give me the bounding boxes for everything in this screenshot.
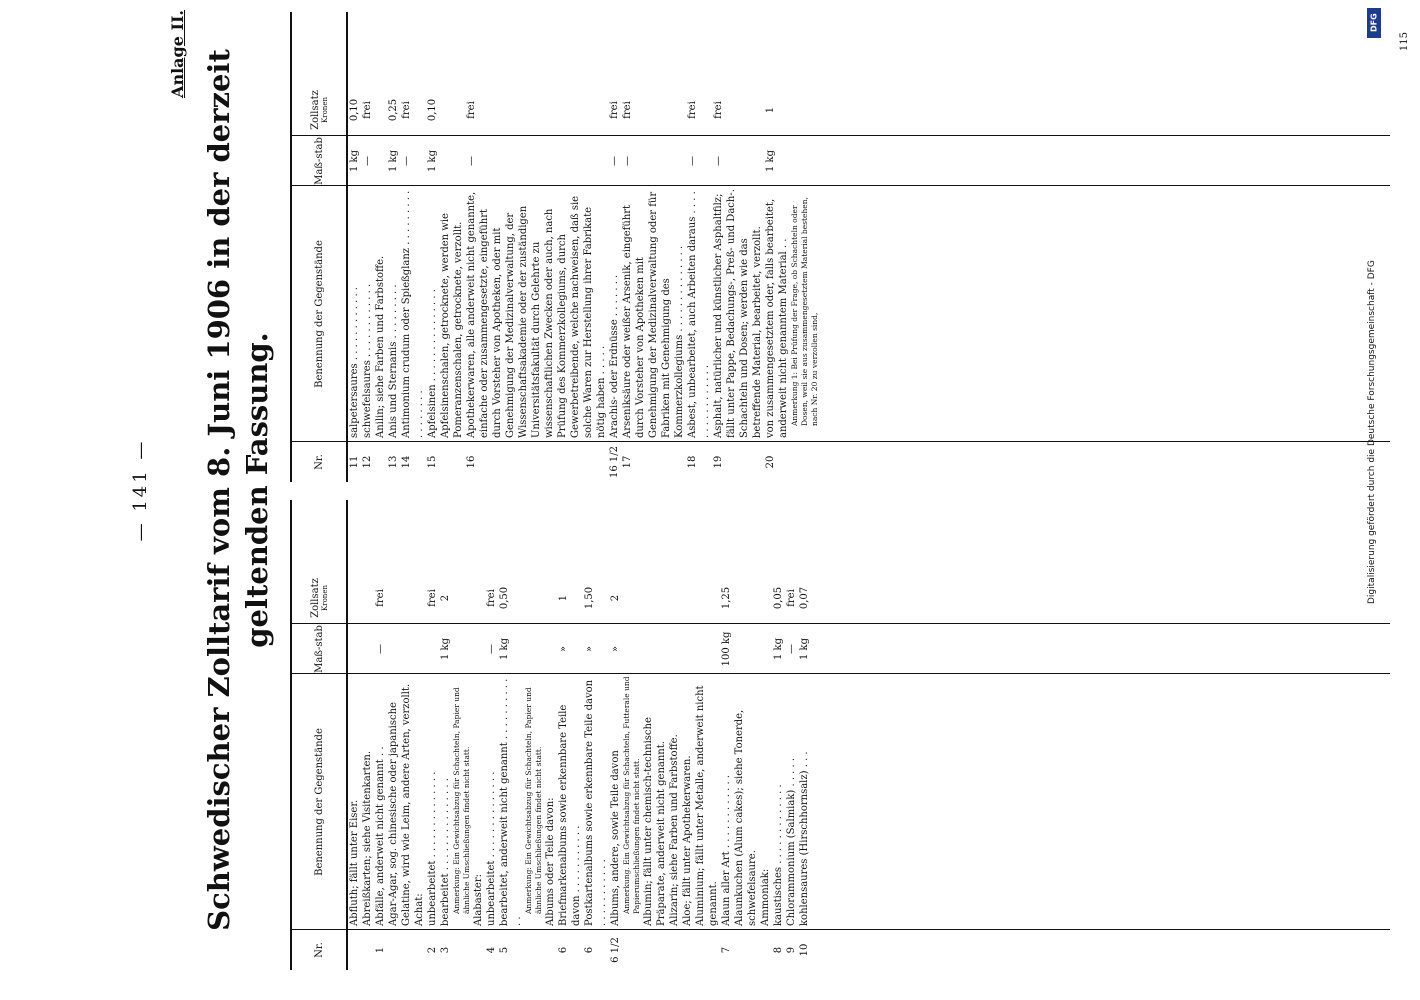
table-row <box>361 12 374 482</box>
table-row <box>798 500 811 970</box>
row-description <box>712 186 738 442</box>
row-number: 2 <box>427 946 438 954</box>
row-number <box>668 930 681 970</box>
row-description <box>764 186 820 442</box>
row-description <box>374 186 387 442</box>
header-massstab: Maß-stab <box>292 135 346 186</box>
header-zollsatz <box>292 84 346 136</box>
row-zollsatz: 0,50 <box>499 586 510 610</box>
header-nr: Nr. <box>292 929 346 970</box>
table-header <box>290 500 348 970</box>
row-description <box>720 674 733 930</box>
row-massstab: » <box>610 645 621 653</box>
row-number: 16 <box>466 455 477 469</box>
row-description-text: Postkartenalbums sowie erkennbare Teile davon . . . . . . . . . . . <box>584 679 608 926</box>
row-description <box>785 674 798 930</box>
table-row <box>642 500 668 970</box>
table-row <box>374 500 387 970</box>
row-massstab <box>426 624 439 674</box>
header-nr: Nr. <box>292 441 346 482</box>
row-number <box>387 930 413 970</box>
table-header <box>290 12 348 482</box>
row-number: 15 <box>427 455 438 469</box>
row-number <box>439 442 465 482</box>
row-description <box>439 186 465 442</box>
row-zollsatz <box>387 572 413 624</box>
row-note: Anmerkung: Ein Gewichtsabzug für Schachteln, Papier und ähnliche Umschließungen findet nicht statt. <box>452 687 471 914</box>
header-zollsatz-label: Zollsatz <box>309 578 321 618</box>
row-massstab: 1 kg <box>349 150 360 173</box>
row-description-text: Briefmarkenalbums sowie erkennbare Teile davon . . . . . . . . . . . <box>558 704 582 926</box>
row-zollsatz: 0,07 <box>799 586 810 610</box>
table-row <box>387 12 400 482</box>
row-number <box>374 442 387 482</box>
row-description-text: Antimonium crudum oder Spießglanz . . . . . . . . . . . . . . . . . <box>401 190 425 438</box>
row-description <box>609 674 642 930</box>
row-description <box>759 674 772 930</box>
row-zollsatz <box>681 572 694 624</box>
table-row <box>720 500 733 970</box>
row-description <box>400 186 426 442</box>
table-body-right <box>348 12 820 482</box>
table-row <box>361 500 374 970</box>
row-zollsatz: 0,05 <box>773 586 784 610</box>
row-zollsatz <box>361 572 374 624</box>
row-massstab <box>439 136 465 186</box>
row-description <box>694 674 720 930</box>
credit-text: Digitalisierung gefördert durch die Deutsche Forschungsgemeinschaft - DFG <box>1367 260 1377 604</box>
table-row <box>764 12 820 482</box>
row-massstab: » <box>584 645 595 653</box>
row-massstab: 100 kg <box>721 631 732 667</box>
row-number: 9 <box>786 946 797 954</box>
row-description-text: Abreißkarten; siehe Visitenkarten. <box>362 750 373 926</box>
row-massstab: » <box>558 645 569 653</box>
header-zollsatz-label: Zollsatz <box>309 90 321 130</box>
row-number: 16 1/2 <box>609 446 620 478</box>
row-description <box>498 674 544 930</box>
row-zollsatz <box>544 572 557 624</box>
row-number: 1 <box>375 946 386 954</box>
row-description <box>583 674 609 930</box>
table-row <box>400 12 426 482</box>
tariff-table-right <box>290 12 1410 482</box>
row-description-text: Albums, andere, sowie Teile davon <box>610 750 621 926</box>
row-description <box>426 186 439 442</box>
row-massstab: 1 kg <box>499 638 510 661</box>
row-zollsatz <box>439 84 465 136</box>
row-description <box>348 186 361 442</box>
row-description-text: Albumin; fällt unter chemisch-technische Präparate, anderweit nicht genannt. <box>643 717 667 926</box>
row-zollsatz <box>733 572 759 624</box>
row-description <box>686 186 712 442</box>
row-number: 17 <box>622 455 633 469</box>
title-line-2: geltenden Fassung. <box>240 332 274 648</box>
header-massstab: Maß-stab <box>292 623 346 674</box>
row-description <box>668 674 681 930</box>
table-row <box>498 500 544 970</box>
row-massstab: 1 kg <box>799 638 810 661</box>
row-number: 3 <box>440 946 451 954</box>
row-description-text: Anis und Sternanis . . . . . . . . . <box>388 284 399 438</box>
row-zollsatz: frei <box>375 589 386 607</box>
row-massstab <box>668 624 681 674</box>
row-number: 20 <box>765 455 776 469</box>
row-description-text: Albums oder Teile davon: <box>545 797 556 926</box>
table-row <box>472 500 485 970</box>
footer-number: 115 <box>1399 32 1410 52</box>
table-row <box>583 500 609 970</box>
row-massstab <box>642 624 668 674</box>
row-description <box>733 674 759 930</box>
header-benennung: Benennung der Gegenstände <box>292 673 346 930</box>
row-description-text: Apothekerwaren, alle anderweit nicht genannte, einfache oder zusammengesetzte, eingeführt durch Vorsteher von Apotheken, oder mit Genehmigung der Medizinalverwaltung, der Wissenschaftsakademie oder der zuständigen Universitätsfakultät durch Gelehrte zu wissenschaftlichen Zwecken oder auch, nach Prüfung des Kommerzkollegiums, durch Gewerbetreibende, welche nachweisen, daß sie solche Waren zur Herstellung ihrer Fabrikate nötig haben . . . . . <box>466 191 607 438</box>
row-zollsatz <box>642 572 668 624</box>
row-description <box>681 674 694 930</box>
table-row <box>557 500 583 970</box>
row-massstab <box>472 624 485 674</box>
row-number <box>361 930 374 970</box>
row-description <box>621 186 686 442</box>
row-description-text: Alaun aller Art . . . . . . . . . . . . <box>721 775 732 926</box>
header-zollsatz-unit: Kronen <box>320 585 329 611</box>
row-zollsatz: frei <box>401 101 412 119</box>
page-number: — 141 — <box>130 438 151 542</box>
row-massstab <box>738 136 764 186</box>
dfg-logo: DFG <box>1367 8 1381 38</box>
row-massstab <box>694 624 720 674</box>
row-number <box>738 442 764 482</box>
row-number <box>413 930 426 970</box>
table-row <box>426 12 439 482</box>
table-row <box>374 12 387 482</box>
row-description <box>485 674 498 930</box>
row-massstab <box>348 624 361 674</box>
row-number <box>681 930 694 970</box>
row-description <box>387 674 413 930</box>
row-massstab: 1 kg <box>388 150 399 173</box>
row-description-text: kaustisches . . . . . . . . . . . . . <box>773 784 784 926</box>
title-line-1: Schwedischer Zolltarif vom 8. Juni 1906 in der derzeit <box>202 49 236 931</box>
table-row <box>439 12 465 482</box>
row-number <box>642 930 668 970</box>
row-note: Anmerkung 1: Bei Prüfung der Frage, ob Schachteln oder Dosen, weil sie aus zusammengesetztem Material bestehen, nach Nr. 20 zu verzollen sind, <box>790 197 819 426</box>
row-description-text: bearbeitet, anderweit nicht genannt . . . . . . . . . . . . <box>499 678 523 926</box>
row-zollsatz <box>374 84 387 136</box>
table-row <box>738 12 764 482</box>
row-description-text: Asbest, unbearbeitet, auch Arbeiten daraus . . . . . . . . . . . . . . . . <box>687 191 711 438</box>
table-row <box>621 12 686 482</box>
row-zollsatz: 1 <box>558 594 569 602</box>
row-massstab <box>544 624 557 674</box>
row-number: 14 <box>401 455 412 469</box>
row-description <box>439 674 472 930</box>
row-number: 8 <box>773 946 784 954</box>
row-description-text: Alizarin; siehe Farben und Farbstoffe. <box>669 734 680 926</box>
row-number <box>348 930 361 970</box>
row-description-text: kohlensaures (Hirschhornsalz) . . . <box>799 751 810 926</box>
row-description-text: Asphalt, natürlicher und künstlicher Asphaltfilz; fällt unter Pappe, Bedachungs-, Preß- und Dach-. <box>713 189 737 438</box>
table-row <box>387 500 413 970</box>
row-description <box>544 674 557 930</box>
header-zollsatz-unit: Kronen <box>320 97 329 123</box>
row-massstab: — <box>375 644 386 654</box>
row-description <box>465 186 608 442</box>
row-zollsatz <box>694 572 720 624</box>
table-row <box>439 500 472 970</box>
row-description-text: Anilin; siehe Farben und Farbstoffe. <box>375 255 386 438</box>
row-number: 7 <box>721 946 732 954</box>
table-row <box>426 500 439 970</box>
row-number: 5 <box>499 946 510 954</box>
row-massstab: 1 kg <box>773 638 784 661</box>
row-massstab <box>759 624 772 674</box>
row-number: 19 <box>713 455 724 469</box>
header-benennung: Benennung der Gegenstände <box>292 185 346 442</box>
row-description-text: Alabaster: <box>473 874 484 926</box>
row-zollsatz <box>472 572 485 624</box>
table-row <box>668 500 681 970</box>
row-number: 6 1/2 <box>610 937 621 963</box>
table-row <box>348 500 361 970</box>
row-zollsatz: 0,10 <box>349 98 360 122</box>
row-description-text: Abfälle, anderweit nicht genannt . . <box>375 746 386 926</box>
row-description <box>361 186 374 442</box>
row-zollsatz: frei <box>622 101 633 119</box>
row-number: 18 <box>687 455 698 469</box>
row-number: 12 <box>362 455 373 469</box>
row-zollsatz: frei <box>786 589 797 607</box>
row-massstab: — <box>401 156 412 166</box>
row-description-text: unbearbeitet . . . . . . . . . . . . . . <box>427 771 438 926</box>
row-description-text: salpetersaures . . . . . . . . . . . . <box>349 287 360 438</box>
row-zollsatz: 0,10 <box>427 98 438 122</box>
table-row <box>348 12 361 482</box>
row-massstab: — <box>622 156 633 166</box>
row-description <box>608 186 621 442</box>
row-number <box>472 930 485 970</box>
row-zollsatz: frei <box>713 101 724 119</box>
row-description-text: Aluminium; fällt unter Metalle, anderweit nicht genannt. <box>695 685 719 926</box>
row-zollsatz: frei <box>466 101 477 119</box>
table-body-left <box>348 500 811 970</box>
row-zollsatz <box>738 84 764 136</box>
row-massstab <box>681 624 694 674</box>
row-massstab <box>387 624 413 674</box>
row-zollsatz: 1,50 <box>584 586 595 610</box>
row-zollsatz: 0,25 <box>388 98 399 122</box>
row-description-text: Arachis- oder Erdnüsse . . . . . . . <box>609 274 620 438</box>
row-description <box>642 674 668 930</box>
row-description-text: bearbeitet . . . . . . . . . . . . . . . <box>440 778 451 926</box>
appendix-label: Anlage II. <box>168 10 187 98</box>
table-row <box>681 500 694 970</box>
row-description <box>426 674 439 930</box>
row-note: Anmerkung: Ein Gewichtsabzug für Schachteln, Papier und ähnliche Umschließungen findet nicht statt. <box>524 687 543 914</box>
row-description <box>472 674 485 930</box>
row-massstab: — <box>713 156 724 166</box>
scanned-page <box>120 10 1420 970</box>
row-description-text: Aloe; fällt unter Apothekerwaren. <box>682 755 693 926</box>
table-row <box>608 12 621 482</box>
row-number: 6 <box>584 946 595 954</box>
table-row <box>772 500 785 970</box>
row-zollsatz: 2 <box>610 594 621 602</box>
header-zollsatz <box>292 572 346 624</box>
table-row <box>413 500 426 970</box>
row-description-text: Apfelsinenschalen, getrocknete, werden wie Pomeranzenschalen, getrocknete, verzollt. <box>440 213 464 438</box>
table-row <box>759 500 772 970</box>
table-row <box>712 12 738 482</box>
row-massstab: — <box>609 156 620 166</box>
row-number: 10 <box>799 943 810 957</box>
row-massstab: — <box>786 644 797 654</box>
table-row <box>785 500 798 970</box>
row-description-text: Ammoniak: <box>760 868 771 926</box>
row-massstab: 1 kg <box>765 150 776 173</box>
row-massstab: 1 kg <box>427 150 438 173</box>
row-description-text: unbearbeitet . . . . . . . . . . . . . . <box>486 771 497 926</box>
row-massstab <box>361 624 374 674</box>
row-zollsatz <box>668 572 681 624</box>
row-description <box>557 674 583 930</box>
row-number <box>544 930 557 970</box>
row-zollsatz: frei <box>362 101 373 119</box>
row-massstab: — <box>362 156 373 166</box>
row-description <box>798 674 811 930</box>
row-zollsatz: 1 <box>765 106 776 114</box>
row-description <box>374 674 387 930</box>
row-description-text: Schachteln und Dosen; werden wie das betreffende Material, bearbeitet, verzollt. <box>739 226 763 438</box>
row-zollsatz: frei <box>486 589 497 607</box>
row-number <box>733 930 759 970</box>
row-description <box>413 674 426 930</box>
row-description-text: Abfluth; fällt unter Eiser. <box>349 799 360 926</box>
row-massstab: — <box>466 156 477 166</box>
table-row <box>609 500 642 970</box>
table-row <box>544 500 557 970</box>
table-row <box>694 500 720 970</box>
row-description-text: schwefelsaures . . . . . . . . . . . . <box>362 283 373 438</box>
row-description-text: Alaunkuchen (Alum cakes); siehe Tonerde, schwefelsaure. <box>734 709 758 926</box>
row-description-text: Chlorammonium (Salmiak) . . . . . <box>786 757 797 926</box>
table-row <box>733 500 759 970</box>
row-number: 13 <box>388 455 399 469</box>
row-number: 11 <box>349 455 360 469</box>
table-row <box>465 12 608 482</box>
row-number <box>759 930 772 970</box>
row-zollsatz: frei <box>427 589 438 607</box>
page-title <box>200 10 276 970</box>
row-description-text: Achat: <box>414 893 425 926</box>
row-description-text: Apfelsinen . . . . . . . . . . . . . . . <box>427 289 438 438</box>
row-zollsatz: frei <box>609 101 620 119</box>
row-description <box>772 674 785 930</box>
table-row <box>485 500 498 970</box>
row-massstab: — <box>687 156 698 166</box>
row-description <box>738 186 764 442</box>
row-zollsatz <box>759 572 772 624</box>
row-description <box>348 674 361 930</box>
tariff-table-left <box>290 500 1410 970</box>
row-number: 6 <box>558 946 569 954</box>
row-zollsatz: 1,25 <box>721 586 732 610</box>
row-description <box>361 674 374 930</box>
row-massstab: 1 kg <box>440 638 451 661</box>
row-zollsatz <box>413 572 426 624</box>
row-number: 4 <box>486 946 497 954</box>
row-description-text: von zusammengesetztem oder, falls bearbeitet, anderweit nicht genanntem Material . . <box>765 198 789 438</box>
row-massstab <box>413 624 426 674</box>
row-zollsatz: frei <box>687 101 698 119</box>
row-massstab <box>733 624 759 674</box>
row-massstab <box>374 136 387 186</box>
row-number <box>694 930 720 970</box>
row-description <box>387 186 400 442</box>
row-description-text: Arseniksäure oder weißer Arsenik, eingeführt durch Vorsteher von Apotheken mit Genehmigung der Medizinalverwaltung oder für Fabriken mit Genehmigung des Kommerzkollegiums . . . . . . . . . . . . . . <box>622 191 685 438</box>
row-zollsatz: 2 <box>440 594 451 602</box>
row-zollsatz <box>348 572 361 624</box>
row-massstab: — <box>486 644 497 654</box>
row-description-text: Agar-Agar, sog. chinesische oder japanische Gelatine, wird wie Leim, andere Arten, verzollt. <box>388 683 412 926</box>
row-note: Anmerkung. Ein Gewichtsabzug für Schachteln, Futterale und Papierumschließungen findet nicht statt. <box>622 676 641 914</box>
table-row <box>686 12 712 482</box>
